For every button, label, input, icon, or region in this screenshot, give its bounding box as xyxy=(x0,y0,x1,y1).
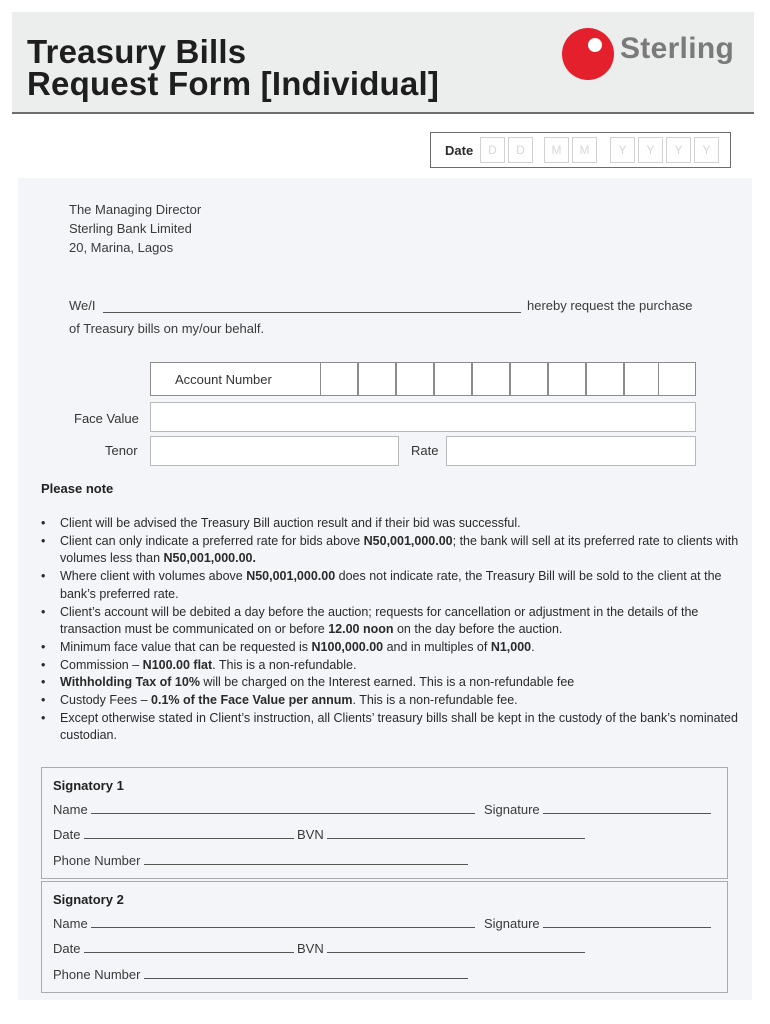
signatory-1-bvn-line[interactable] xyxy=(327,827,585,839)
account-number-label: Account Number xyxy=(175,372,272,387)
note-item xyxy=(40,604,740,639)
date-year-2[interactable]: Y xyxy=(638,137,663,163)
recipient-address xyxy=(69,200,201,257)
note-text: ; the bank will sell at its preferred rate to clients with volumes less than xyxy=(60,533,739,566)
date-year-1[interactable]: Y xyxy=(610,137,635,163)
note-text: . xyxy=(531,639,535,654)
signatory-2-box xyxy=(41,881,728,993)
notes-list xyxy=(40,515,740,745)
note-text: Minimum face value that can be requested is xyxy=(60,639,312,654)
note-text: Where client with volumes above xyxy=(60,569,247,584)
account-digit-box[interactable] xyxy=(624,362,662,396)
date-month-1[interactable]: M xyxy=(544,137,569,163)
note-emphasis: N50,001,000.00 xyxy=(363,533,453,548)
title-line-1: Treasury Bills xyxy=(27,33,247,70)
account-digit-box[interactable] xyxy=(320,362,358,396)
signatory-1-box xyxy=(41,767,728,879)
note-item xyxy=(40,533,740,568)
date-day-2[interactable]: D xyxy=(508,137,533,163)
date-label: Date xyxy=(53,827,81,842)
note-emphasis: N50,001,000.00. xyxy=(163,551,256,566)
name-label: Name xyxy=(53,802,88,817)
note-item xyxy=(40,674,740,692)
account-digit-box[interactable] xyxy=(396,362,434,396)
note-text: will be charged on the Interest earned. This is a non-refundable fee xyxy=(199,675,575,690)
note-text: Client can only indicate a preferred rate for bids above xyxy=(60,533,364,548)
note-emphasis: N1,000 xyxy=(490,639,532,654)
phone-label: Phone Number xyxy=(53,853,141,868)
account-digit-box[interactable] xyxy=(510,362,548,396)
note-text: . This is a non-refundable. xyxy=(212,657,357,672)
note-text: Client’s account will be debited a day before the auction; requests for cancellation or adjustment in the details of the transaction must be communicated on or before xyxy=(60,604,699,637)
face-value-label: Face Value xyxy=(74,411,139,426)
hereby-text: hereby request the purchase xyxy=(527,298,693,313)
date-month-2[interactable]: M xyxy=(572,137,597,163)
request-statement-continued: of Treasury bills on my/our behalf. xyxy=(69,321,265,336)
signatory-title: Signatory 1 xyxy=(53,778,124,793)
note-emphasis: N100.00 flat xyxy=(142,657,213,672)
rate-label: Rate xyxy=(411,443,439,458)
phone-label: Phone Number xyxy=(53,967,141,982)
name-label: Name xyxy=(53,916,88,931)
note-item xyxy=(40,710,740,745)
tenor-input[interactable] xyxy=(150,436,399,466)
account-digit-box[interactable] xyxy=(472,362,510,396)
tenor-label: Tenor xyxy=(105,443,138,458)
note-text: Except otherwise stated in Client’s instruction, all Clients’ treasury bills shall be kept in the custody of the bank’s nominated custodian. xyxy=(60,710,738,743)
note-text: . This is a non-refundable fee. xyxy=(352,693,518,708)
note-text: on the day before the auction. xyxy=(393,622,563,637)
signature-label: Signature xyxy=(484,916,540,931)
date-year-4[interactable]: Y xyxy=(694,137,719,163)
logo-circle-icon xyxy=(562,28,614,80)
note-text: Client will be advised the Treasury Bill auction result and if their bid was successful. xyxy=(60,516,521,530)
note-item xyxy=(40,692,740,710)
account-digit-box[interactable] xyxy=(548,362,586,396)
note-text: Commission – xyxy=(60,657,143,672)
note-text: and in multiples of xyxy=(383,639,491,654)
requester-name-line[interactable] xyxy=(103,312,521,313)
address-line: Sterling Bank Limited xyxy=(69,221,192,236)
note-item xyxy=(40,657,740,675)
signature-label: Signature xyxy=(484,802,540,817)
notes-heading: Please note xyxy=(41,481,114,496)
signatory-1-name-line[interactable] xyxy=(91,802,475,814)
signatory-2-name-line[interactable] xyxy=(91,916,475,928)
note-text: Custody Fees – xyxy=(60,693,152,708)
account-number-field xyxy=(150,362,696,396)
note-emphasis: Withholding Tax of 10% xyxy=(60,675,200,690)
signatory-2-signature-line[interactable] xyxy=(543,916,711,928)
form-header xyxy=(12,12,754,114)
signatory-1-date-line[interactable] xyxy=(84,827,294,839)
bvn-label: BVN xyxy=(297,827,324,842)
account-digit-box[interactable] xyxy=(658,362,696,396)
logo-text: Sterling xyxy=(620,32,735,65)
note-item xyxy=(40,568,740,603)
face-value-input[interactable] xyxy=(150,402,696,432)
signatory-2-date-line[interactable] xyxy=(84,941,294,953)
date-field xyxy=(430,132,731,168)
signatory-2-bvn-line[interactable] xyxy=(327,941,585,953)
we-label: We/I xyxy=(69,298,96,313)
note-emphasis: N100,000.00 xyxy=(311,639,384,654)
note-emphasis: 12.00 noon xyxy=(328,622,394,637)
sterling-logo xyxy=(560,28,740,88)
account-digit-box[interactable] xyxy=(358,362,396,396)
account-digit-box[interactable] xyxy=(434,362,472,396)
note-item xyxy=(40,515,740,533)
account-digit-box[interactable] xyxy=(586,362,624,396)
date-year-3[interactable]: Y xyxy=(666,137,691,163)
note-text: does not indicate rate, the Treasury Bill will be sold to the client at the bank’s preferred rate. xyxy=(60,569,722,601)
date-label: Date xyxy=(53,941,81,956)
date-label: Date xyxy=(445,143,474,158)
title-line-2: Request Form [Individual] xyxy=(27,65,440,102)
signatory-1-signature-line[interactable] xyxy=(543,802,711,814)
bvn-label: BVN xyxy=(297,941,324,956)
signatory-title: Signatory 2 xyxy=(53,892,124,907)
signatory-1-phone-line[interactable] xyxy=(144,853,468,865)
signatory-2-phone-line[interactable] xyxy=(144,967,468,979)
rate-input[interactable] xyxy=(446,436,696,466)
address-line: 20, Marina, Lagos xyxy=(69,240,174,255)
note-emphasis: N50,001,000.00 xyxy=(246,569,336,584)
date-day-1[interactable]: D xyxy=(480,137,505,163)
page-title xyxy=(27,33,440,102)
address-line: The Managing Director xyxy=(69,202,202,217)
note-item xyxy=(40,639,740,657)
logo-dot-icon xyxy=(588,38,602,52)
note-emphasis: 0.1% of the Face Value per annum xyxy=(151,693,353,708)
